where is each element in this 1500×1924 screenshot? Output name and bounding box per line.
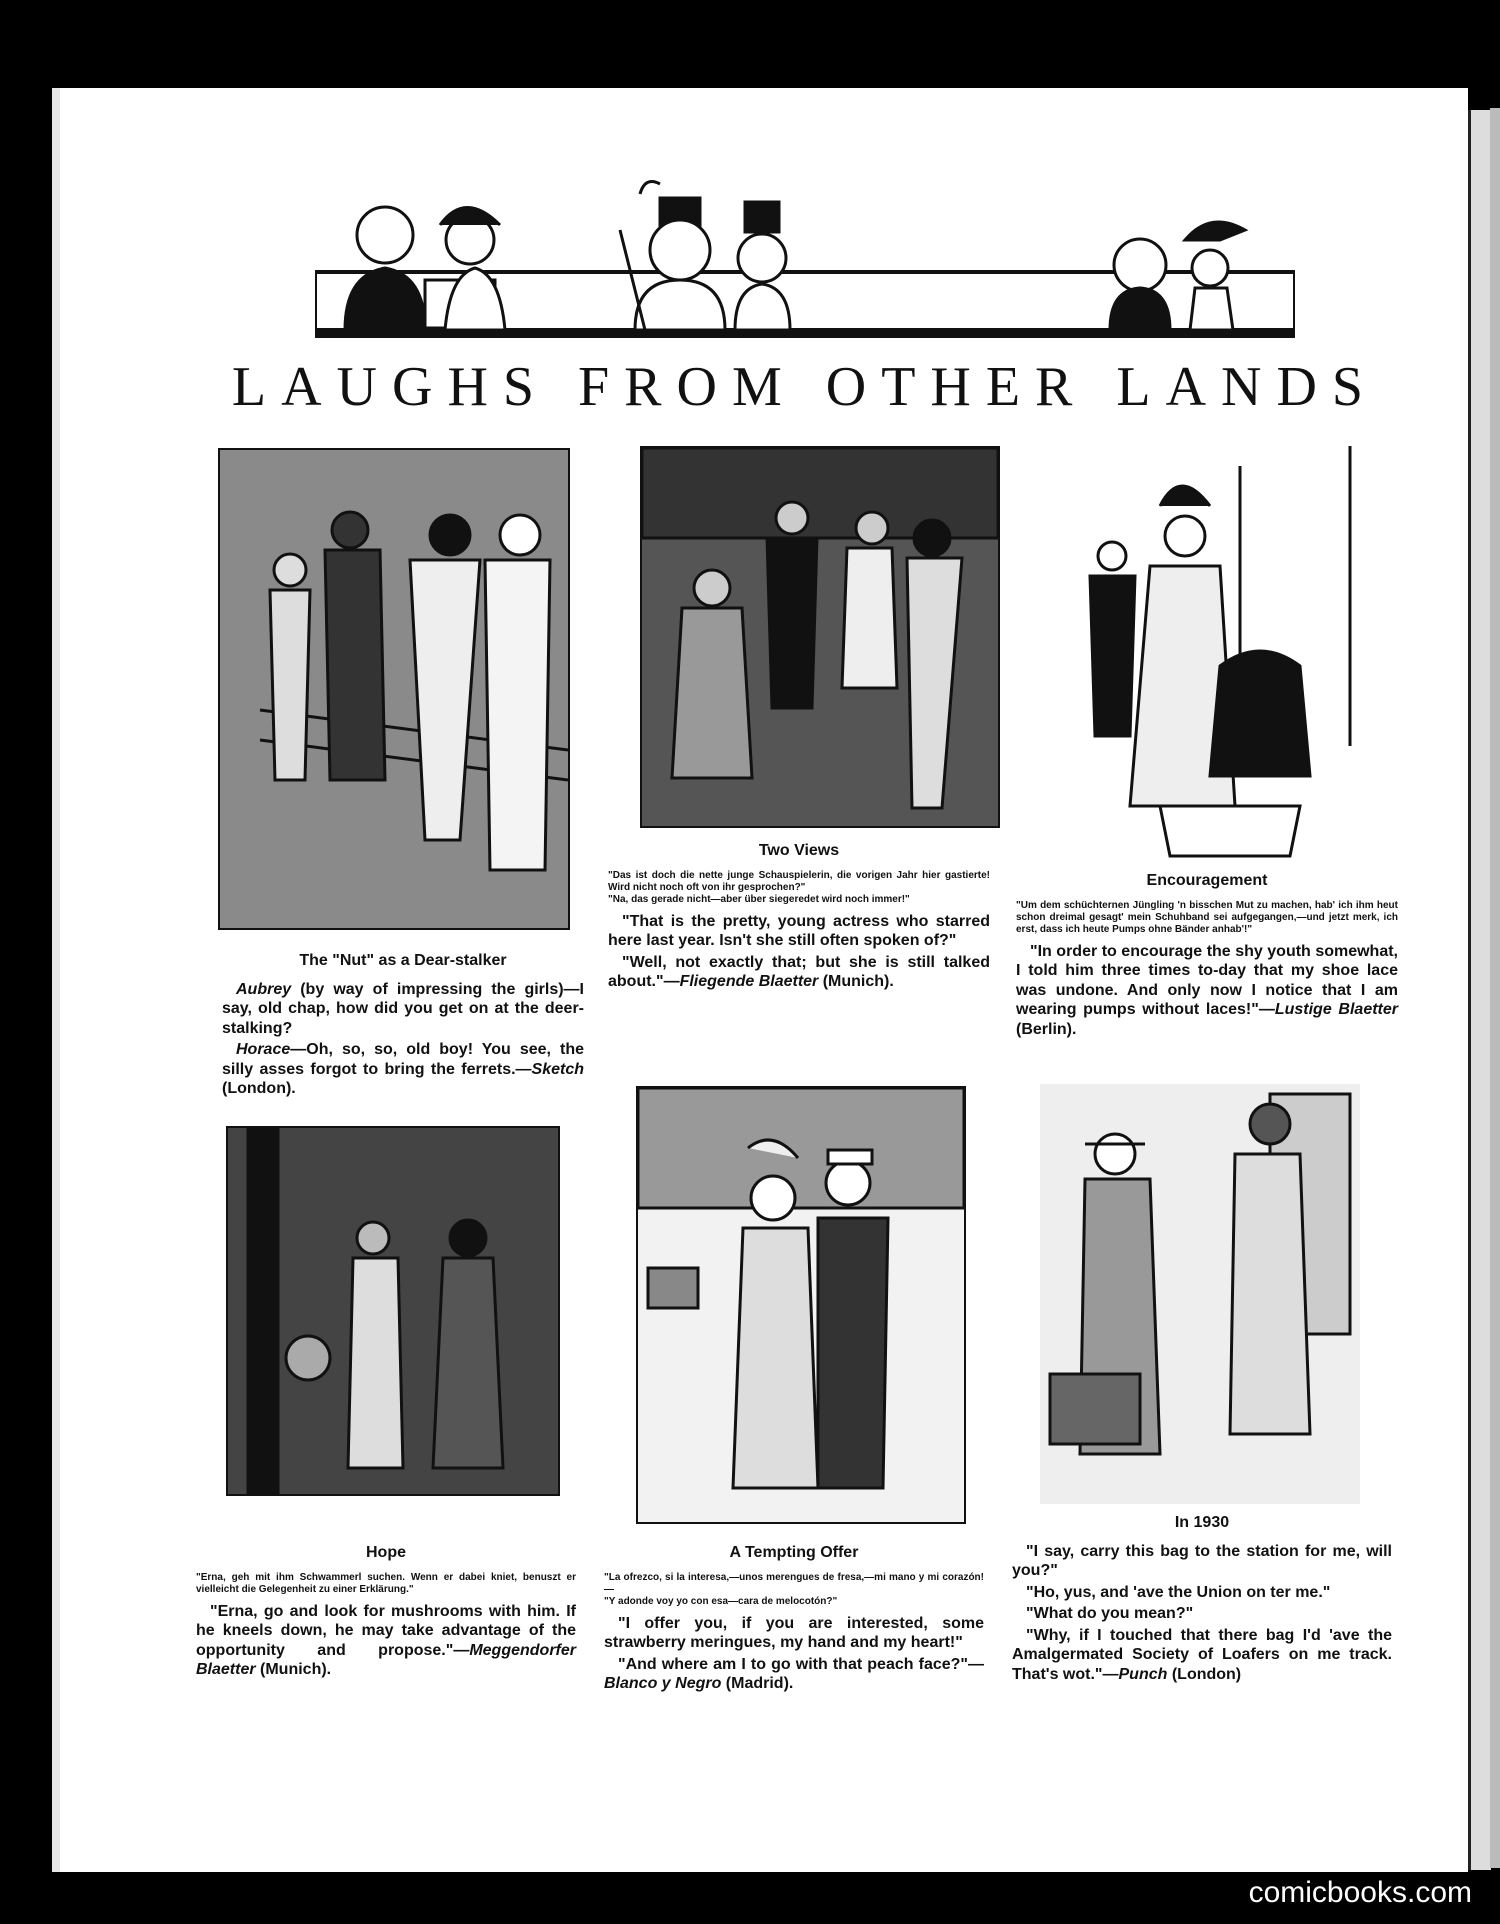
cartoon-caption-nut [222,952,584,1101]
cartoon-caption-encouragement [1016,872,1398,1041]
cartoon-illustration-in-1930 [1040,1084,1360,1504]
cartoon-caption-two-views [608,842,990,994]
source-place: (Munich). [255,1661,332,1679]
source-name: Meggendorfer Blaetter [196,1641,576,1679]
dialogue-text: —Oh, so, so, old boy! You see, the silly asses forgot to bring the ferrets.— [222,1041,584,1078]
facing-page-edge [1468,110,1491,1870]
source-name: Fliegende Blaetter [679,973,819,991]
site-watermark: comicbooks.com [1248,1876,1472,1909]
source-name: Punch [1118,1666,1168,1683]
caption-title: The "Nut" as a Dear-stalker [299,952,507,969]
cartoon-caption-tempting-offer [604,1544,984,1696]
dialogue-text: "And where am I to go with that peach face?"— [618,1655,984,1673]
dialogue-text: "I offer you, if you are interested, some strawberry meringues, my hand and my heart!" [604,1614,984,1652]
source-place: (Munich). [818,973,894,991]
caption-title: Hope [366,1544,406,1561]
caption-title: Two Views [758,842,840,859]
dialogue-text: "I say, carry this bag to the station for me, will you?" [1012,1542,1392,1580]
dialogue-text: "Well, not exactly that; but she is still talked about."— [608,953,990,991]
source-place: (London). [222,1080,296,1098]
caption-title: A Tempting Offer [729,1544,859,1561]
original-language-text: "Erna, geh mit ihm Schwammerl suchen. Wenn er dabei kniet, benuszt er vielleicht die Gelegenheit zu einer Erklärung." [196,1571,576,1595]
source-name: Lustige Blaetter [1274,1001,1398,1019]
dialogue-text: "That is the pretty, young actress who starred here last year. Isn't she still often spoken of?" [608,912,990,950]
cartoon-caption-in-1930 [1012,1514,1392,1687]
cartoon-illustration-hope [226,1126,560,1496]
dialogue-text: "Ho, yus, and 'ave the Union on ter me." [1026,1583,1331,1601]
dialogue-text: "Erna, go and look for mushrooms with him. If he kneels down, he may take advantage of the opportunity and propose."— [196,1602,576,1659]
cartoon-caption-hope [196,1544,576,1682]
cartoon-illustration-tempting-offer [636,1086,966,1524]
source-place: (Madrid). [721,1675,794,1693]
cartoon-illustration-encouragement [1060,446,1360,866]
speaker-name: Aubrey [236,980,292,998]
cartoon-illustration-two-views [640,446,1000,828]
speaker-name: Horace [236,1041,291,1059]
dialogue-text: "Why, if I touched that there bag I'd 'ave the Amalgermated Society of Loafers on me track. That's wot."— [1012,1626,1392,1683]
original-language-text: "Das ist doch die nette junge Schauspielerin, die vorigen Jahr hier gastierte! Wird nicht noch oft von ihr gesprochen?" "Na, das gerade nicht—aber über siegeredet wird noch immer!" [608,869,990,905]
original-language-text: "La ofrezco, si la interesa,—unos merengues de fresa,—mi mano y mi corazón!— "Y adonde voy yo con esa—cara de melocotón?" [604,1571,984,1607]
source-name: Blanco y Negro [604,1675,722,1693]
caption-title: In 1930 [1174,1514,1230,1531]
caption-title: Encouragement [1146,872,1268,889]
facing-page-shadow [1490,108,1500,1868]
dialogue-text: "What do you mean?" [1026,1605,1194,1623]
source-place: (Berlin). [1016,1020,1077,1038]
source-place: (London) [1167,1666,1242,1683]
page-title: LAUGHS FROM OTHER LANDS [231,356,1379,418]
source-name: Sketch [531,1060,584,1078]
cartoon-illustration-nut [218,448,570,930]
dialogue-text: (by way of impressing the girls)—I say, old chap, how did you get on at the deer-stalking? [222,980,584,1037]
original-language-text: "Um dem schüchternen Jüngling 'n bisschen Mut zu machen, hab' ich ihm heut schon dreimal gesagt' mein Schuhband sei aufgegangen,—und jetzt merk, ich erst, dass ich heute Pumps ohne Bänder anhab'!" [1016,899,1398,935]
dialogue-text: "In order to encourage the shy youth somewhat, I told him three times to-day that my shoe lace was undone. And only now I notice that I am wearing pumps without laces!"— [1016,942,1398,1019]
header-banner-illustration [315,180,1295,340]
